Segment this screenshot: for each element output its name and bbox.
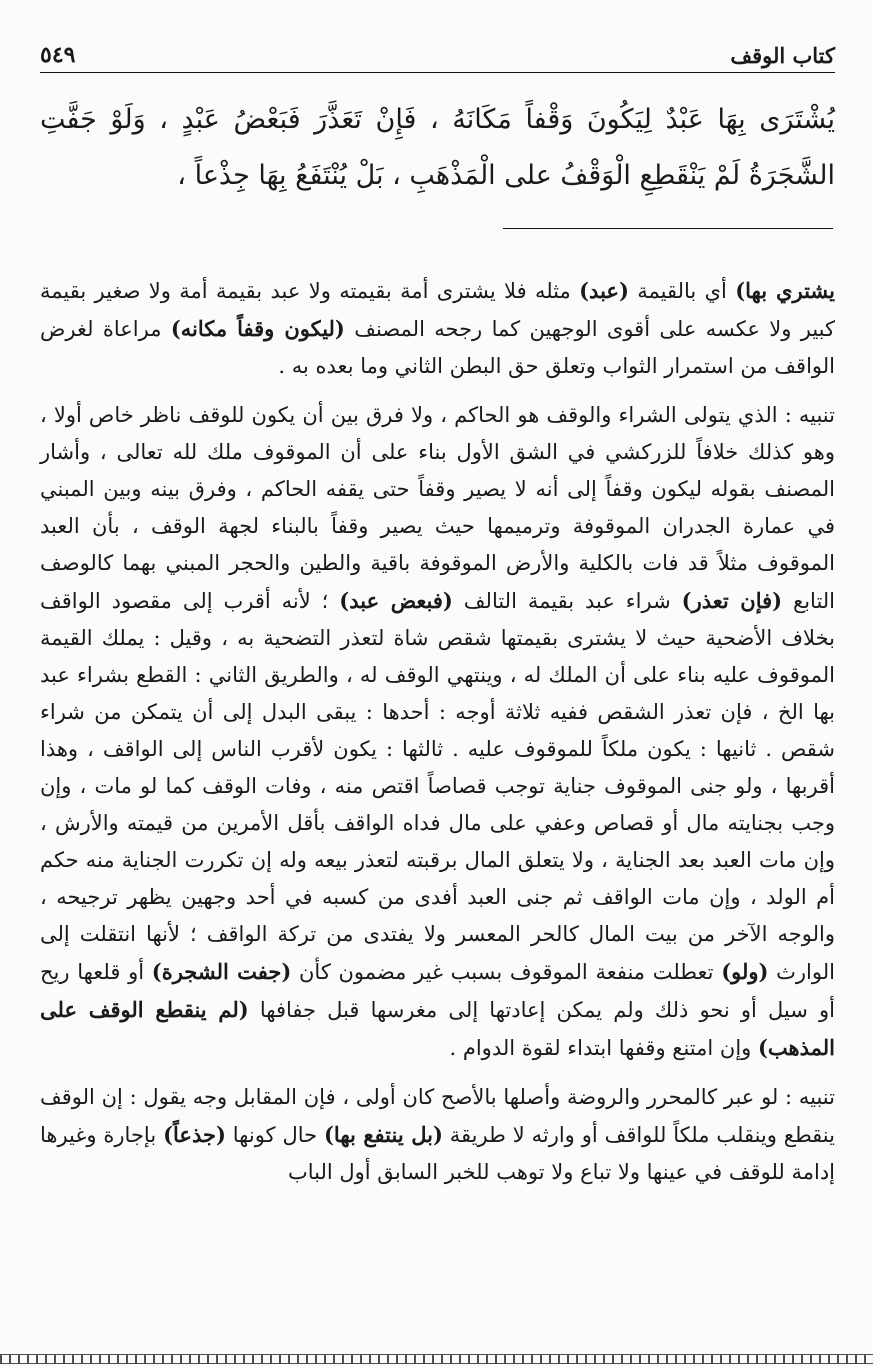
main-text-matn: يُشْتَرَى بِهَا عَبْدٌ لِيَكُونَ وَقْفاً مَكَانَهُ ، فَإِنْ تَعَذَّرَ فَبَعْضُ عَبْدٍ ، وَلَوْ جَفَّتِ الشَّجَرَةُ لَمْ يَنْقَطِعِ الْوَقْفُ على الْمَذْهَبِ ، بَلْ يُنْتَفَعُ بِهَا جِذْعاً ، — [40, 104, 835, 191]
text-run: حال كونها — [225, 1123, 324, 1147]
commentary-sharh — [40, 272, 835, 1203]
text-run: تنبيه : الذي يتولى الشراء والوقف هو الحاكم ، ولا فرق بين أن يكون للوقف ناظر خاص أولا ، وهو كذلك خلافاً للزركشي في الشق الأول بناء على أن الموقوف ملك لله تعالى ، وأشار المصنف بقوله ليكون وقفاً إلى أنه لا يصير وقفاً حتى يقفه الحاكم ، وفرق بينه وبين المبني في عمارة الجدران الموقوفة وترميمها حيث يصير وقفاً بالبناء لجهة الوقف ، بأن العبد الموقوف مثلاً قد فات بالكلية والأرض الموقوفة باقية والطين والحجر المبني بهما كالوصف التابع — [40, 403, 836, 613]
text-run: وإن امتنع وقفها ابتداء لقوة الدوام . — [449, 1036, 758, 1060]
text-run: شراء عبد بقيمة التالف — [452, 589, 682, 613]
page-number: ٥٤٩ — [40, 42, 76, 68]
text-run: تنبيه : لو عبر كالمحرر والروضة وأصلها بالأصح كان أولى ، فإن المقابل وجه يقول : إن الوقف ينقطع وينقلب ملكاً للواقف أو وارثه لا طريقة — [40, 1085, 835, 1147]
decorative-border — [0, 1351, 873, 1367]
running-header — [40, 38, 835, 73]
text-run: مراعاة لغرض الواقف من استمرار الثواب وتعلق حق البطن الثاني وما بعده به . — [40, 317, 835, 378]
text-run: أو قلعها ريح أو سيل أو نحو ذلك ولم يمكن إعادتها إلى مغرسها قبل جفافها — [40, 960, 835, 1022]
text-run: بإجارة وغيرها إدامة للوقف في عينها ولا تباع ولا توهب للخبر السابق أول الباب — [40, 1123, 835, 1184]
separator-rule — [503, 228, 833, 229]
commentary-paragraph-2 — [40, 397, 835, 1067]
text-run: ؛ لأنه أقرب إلى مقصود الواقف بخلاف الأضحية حيث لا يشترى بقيمتها شقص شاة لتعذر التضحية به ، وقيل : يملك القيمة الموقوف عليه بناء على أن الملك له ، وينتهي الوقف له ، والطريق الثاني : القطع بشراء عبد بها الخ ، فإن تعذر الشقص ففيه ثلاثة أوجه : أحدها : يبقى البدل إلى أن يتمكن من شراء شقص . ثانيها : يكون ملكاً للموقوف عليه . ثالثها : يكون لأقرب الناس إلى الواقف ، وهذا أقربها ، ولو جنى الموقوف جناية توجب قصاصاً اقتص منه ، وفات الوقف كما لو مات ، وإن وجب بجنايته مال أو قصاص وعفي على مال فداه الواقف بأقل الأمرين من قيمته والأرش ، وإن مات العبد بعد الجناية ، ولا يتعلق المال برقبته لتعذر بيعه وله إن تكررت الجناية منه حكم أم الولد ، وإن مات الواقف ثم جنى العبد أفدى من كسبه في أحد وجهين يظهر ترجيحه ، والوجه الآخر من بيت المال كالحر المعسر ولا يفتدى من تركة الواقف ؛ لأنها انتقلت إلى الوارث — [40, 589, 835, 984]
text-run: أي بالقيمة — [628, 279, 736, 303]
bold-quote: (فبعض عبد) — [339, 588, 453, 613]
commentary-paragraph-3 — [40, 1079, 835, 1191]
bold-quote: (فإن تعذر) — [681, 588, 783, 613]
commentary-paragraph-1 — [40, 272, 835, 385]
bold-quote: (لم ينقطع الوقف على المذهب) — [40, 997, 835, 1060]
bold-quote: يشتري بها) — [735, 278, 835, 303]
chapter-title: كتاب الوقف — [730, 43, 835, 68]
bold-quote: (عبد) — [579, 278, 629, 303]
bold-quote: (جفت الشجرة) — [151, 959, 292, 984]
bold-quote: (ليكون وقفاً مكانه) — [170, 316, 345, 341]
bold-quote: (جذعاً) — [163, 1122, 226, 1147]
bold-quote: (بل ينتفع بها) — [323, 1122, 443, 1147]
text-run: تعطلت منفعة الموقوف بسبب غير مضمون كأن — [291, 960, 722, 984]
bold-quote: (ولو) — [721, 959, 769, 984]
ornament-pattern — [0, 1354, 873, 1364]
text-run: مثله فلا يشترى أمة بقيمته ولا عبد بقيمة أمة ولا صغير بقيمة كبير ولا عكسه على أقوى الوجهين كما رجحه المصنف — [40, 279, 835, 341]
